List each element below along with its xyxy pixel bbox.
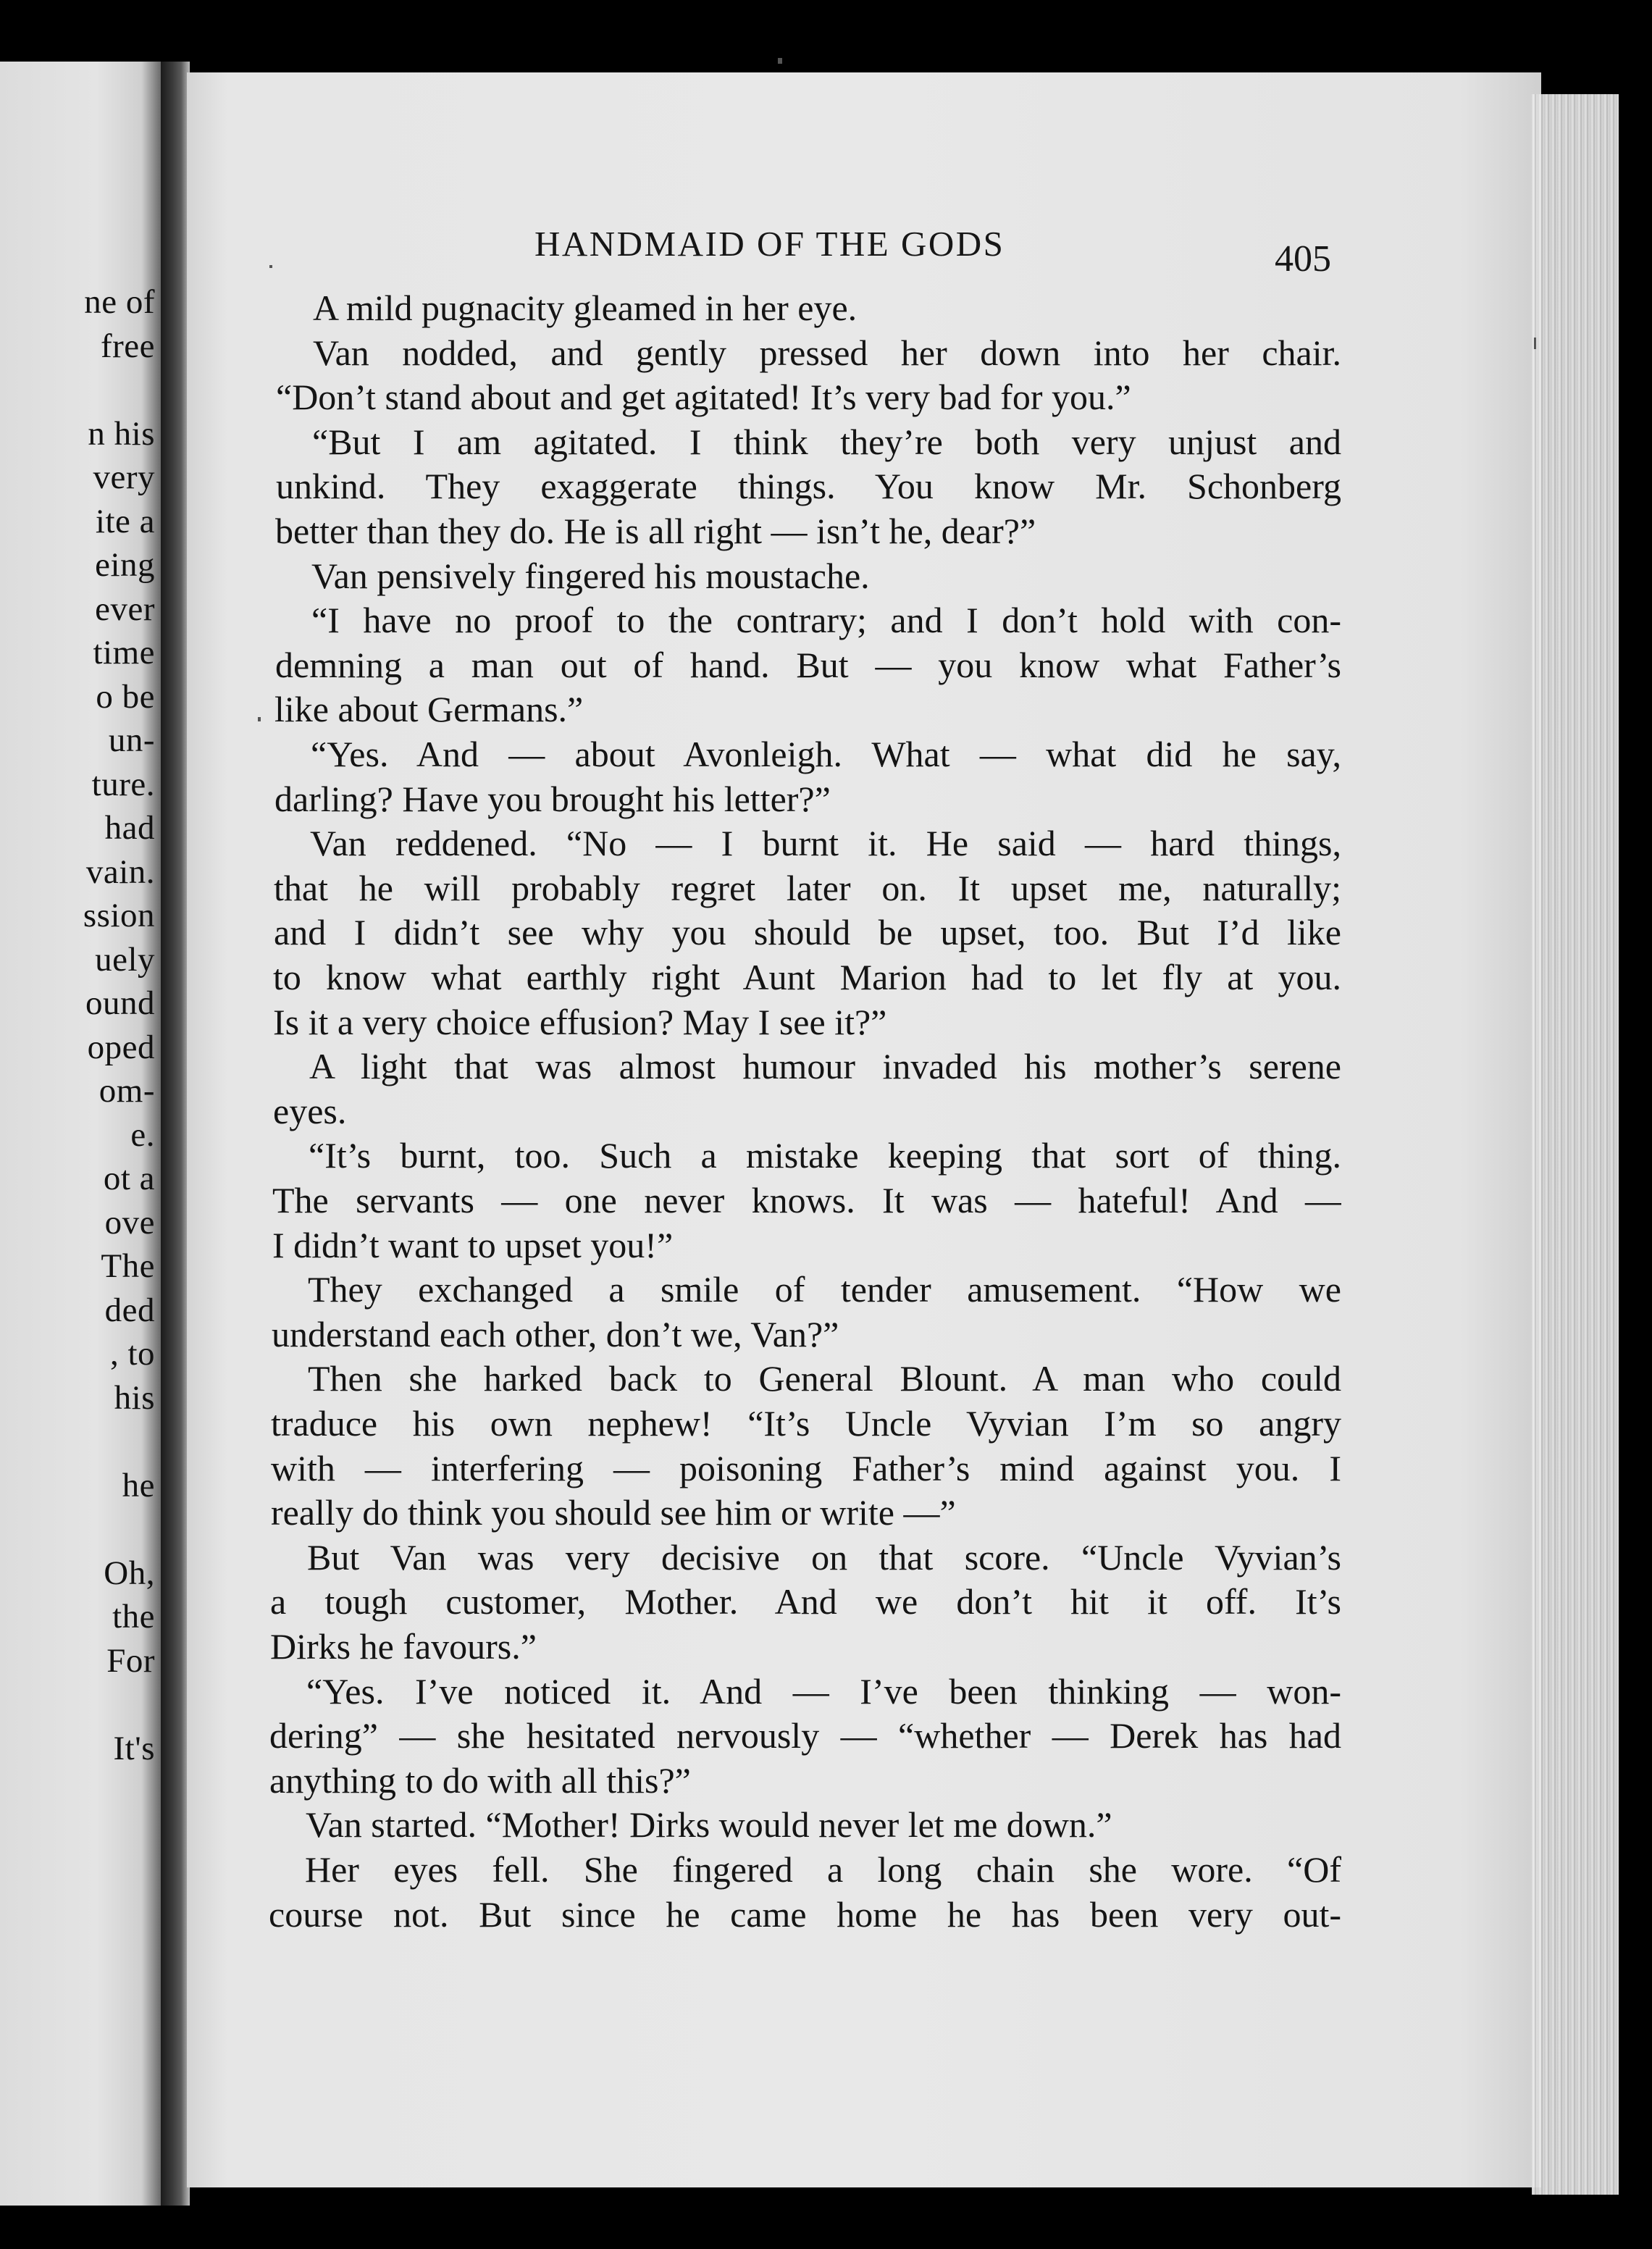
print-speck <box>258 717 261 721</box>
body-line: anything to do with all this?” <box>269 1759 691 1801</box>
running-head: HANDMAID OF THE GODS <box>534 224 1005 264</box>
body-line: unkind. They exaggerate things. You know Mr. Schonberg <box>276 466 1341 507</box>
page-number: 405 <box>1275 238 1331 280</box>
facing-page-line: the <box>112 1598 155 1636</box>
facing-page-line: oped <box>87 1028 155 1066</box>
body-line: better than they do. He is all right — isn’t he, dear?” <box>275 511 1036 551</box>
facing-page-line: n his <box>88 414 155 453</box>
facing-page-line: time <box>93 634 155 671</box>
body-line: darling? Have you brought his letter?” <box>274 778 831 819</box>
body-line: understand each other, don’t we, Van?” <box>272 1313 839 1354</box>
facing-page-line: ssion <box>83 897 155 934</box>
body-line: The servants — one never knows. It was — hateful! And — <box>272 1180 1341 1220</box>
body-line: “Yes. I’ve noticed it. And — I’ve been thinking — won- <box>306 1670 1341 1712</box>
body-line: A mild pugnacity gleamed in her eye. <box>313 288 858 328</box>
body-line: “I have no proof to the contrary; and I don’t hold with con- <box>311 600 1341 641</box>
facing-page-line: had <box>104 809 155 847</box>
facing-page-line: vain. <box>85 853 155 891</box>
body-line: Dirks he favours.” <box>270 1626 537 1667</box>
facing-page-line: ne of <box>84 283 155 321</box>
facing-page-line: ever <box>95 590 155 628</box>
body-line: Her eyes fell. She fingered a long chain she wore. “Of <box>305 1849 1341 1890</box>
facing-page-line: he <box>122 1466 155 1504</box>
body-line: with — interfering — poisoning Father’s mind against you. I <box>271 1447 1341 1488</box>
book-gutter <box>161 62 190 2206</box>
body-line: really do think you should see him or write —” <box>271 1492 956 1533</box>
facing-page-line: It's <box>113 1729 155 1767</box>
body-line: that he will probably regret later on. It upset me, naturally; <box>274 867 1341 908</box>
facing-page-line: un- <box>108 721 155 759</box>
body-line: Van reddened. “No — I burnt it. He said — hard things, <box>310 823 1341 864</box>
body-line: “Yes. And — about Avonleigh. What — what did he say, <box>311 734 1341 774</box>
body-line: demning a man out of hand. But — you know what Father’s <box>275 644 1341 685</box>
body-line: “Don’t stand about and get agitated! It’s very bad for you.” <box>276 377 1131 418</box>
body-line: a tough customer, Mother. And we don’t hit it off. It’s <box>270 1581 1341 1622</box>
facing-page-line: o be <box>96 677 155 716</box>
facing-page-line: his <box>114 1378 155 1417</box>
body-line: “But I am agitated. I think they’re both very unjust and <box>312 421 1341 462</box>
body-line: They exchanged a smile of tender amusement. “How we <box>308 1269 1341 1310</box>
body-line: eyes. <box>273 1090 347 1131</box>
body-line: dering” — she hesitated nervously — “whether — Derek has had <box>269 1715 1341 1756</box>
body-line: and I didn’t see why you should be upset, too. But I’d like <box>274 912 1341 953</box>
print-speck <box>778 58 782 64</box>
facing-page-line: ove <box>104 1203 155 1241</box>
facing-page-line: free <box>100 327 155 365</box>
facing-page-line: e. <box>130 1115 155 1154</box>
facing-page-line: eing <box>95 546 155 584</box>
facing-page-line: For <box>106 1641 155 1680</box>
body-line: to know what earthly right Aunt Marion had to let fly at you. <box>273 957 1341 997</box>
facing-page-line: ound <box>85 984 155 1022</box>
body-line: But Van was very decisive on that score. “Uncle Vyvian’s <box>307 1536 1341 1578</box>
facing-page-line: ite a <box>95 502 155 540</box>
facing-page-line: very <box>93 458 155 496</box>
facing-page-line: ot a <box>103 1160 155 1197</box>
facing-page-line: , to <box>109 1335 155 1373</box>
facing-page-line: ded <box>104 1291 155 1329</box>
print-speck <box>269 265 272 268</box>
body-line: A light that was almost humour invaded his mother’s serene <box>309 1046 1341 1087</box>
facing-page-line: Oh, <box>104 1554 155 1592</box>
facing-page-line: The <box>101 1247 155 1285</box>
body-line: traduce his own nephew! “It’s Uncle Vyvian I’m so angry <box>271 1403 1341 1444</box>
facing-page-line: om- <box>98 1072 155 1110</box>
body-line: course not. But since he came home he has been very out- <box>269 1893 1341 1935</box>
facing-page <box>0 62 161 2206</box>
print-speck <box>1534 338 1536 349</box>
body-line: Is it a very choice effusion? May I see it?” <box>273 1001 887 1042</box>
body-line: “It’s burnt, too. Such a mistake keeping that sort of thing. <box>309 1135 1341 1176</box>
body-line: Then she harked back to General Blount. A man who could <box>308 1358 1341 1399</box>
facing-page-line: ture. <box>91 765 155 803</box>
body-line: Van nodded, and gently pressed her down into her chair. <box>313 332 1341 373</box>
body-line: Van started. “Mother! Dirks would never let me down.” <box>306 1804 1112 1846</box>
facing-page-line: uely <box>95 940 155 979</box>
body-line: I didn’t want to upset you!” <box>272 1224 674 1265</box>
body-line: Van pensively fingered his moustache. <box>311 555 870 596</box>
page-edges <box>1532 94 1619 2195</box>
body-line: like about Germans.” <box>274 689 584 730</box>
